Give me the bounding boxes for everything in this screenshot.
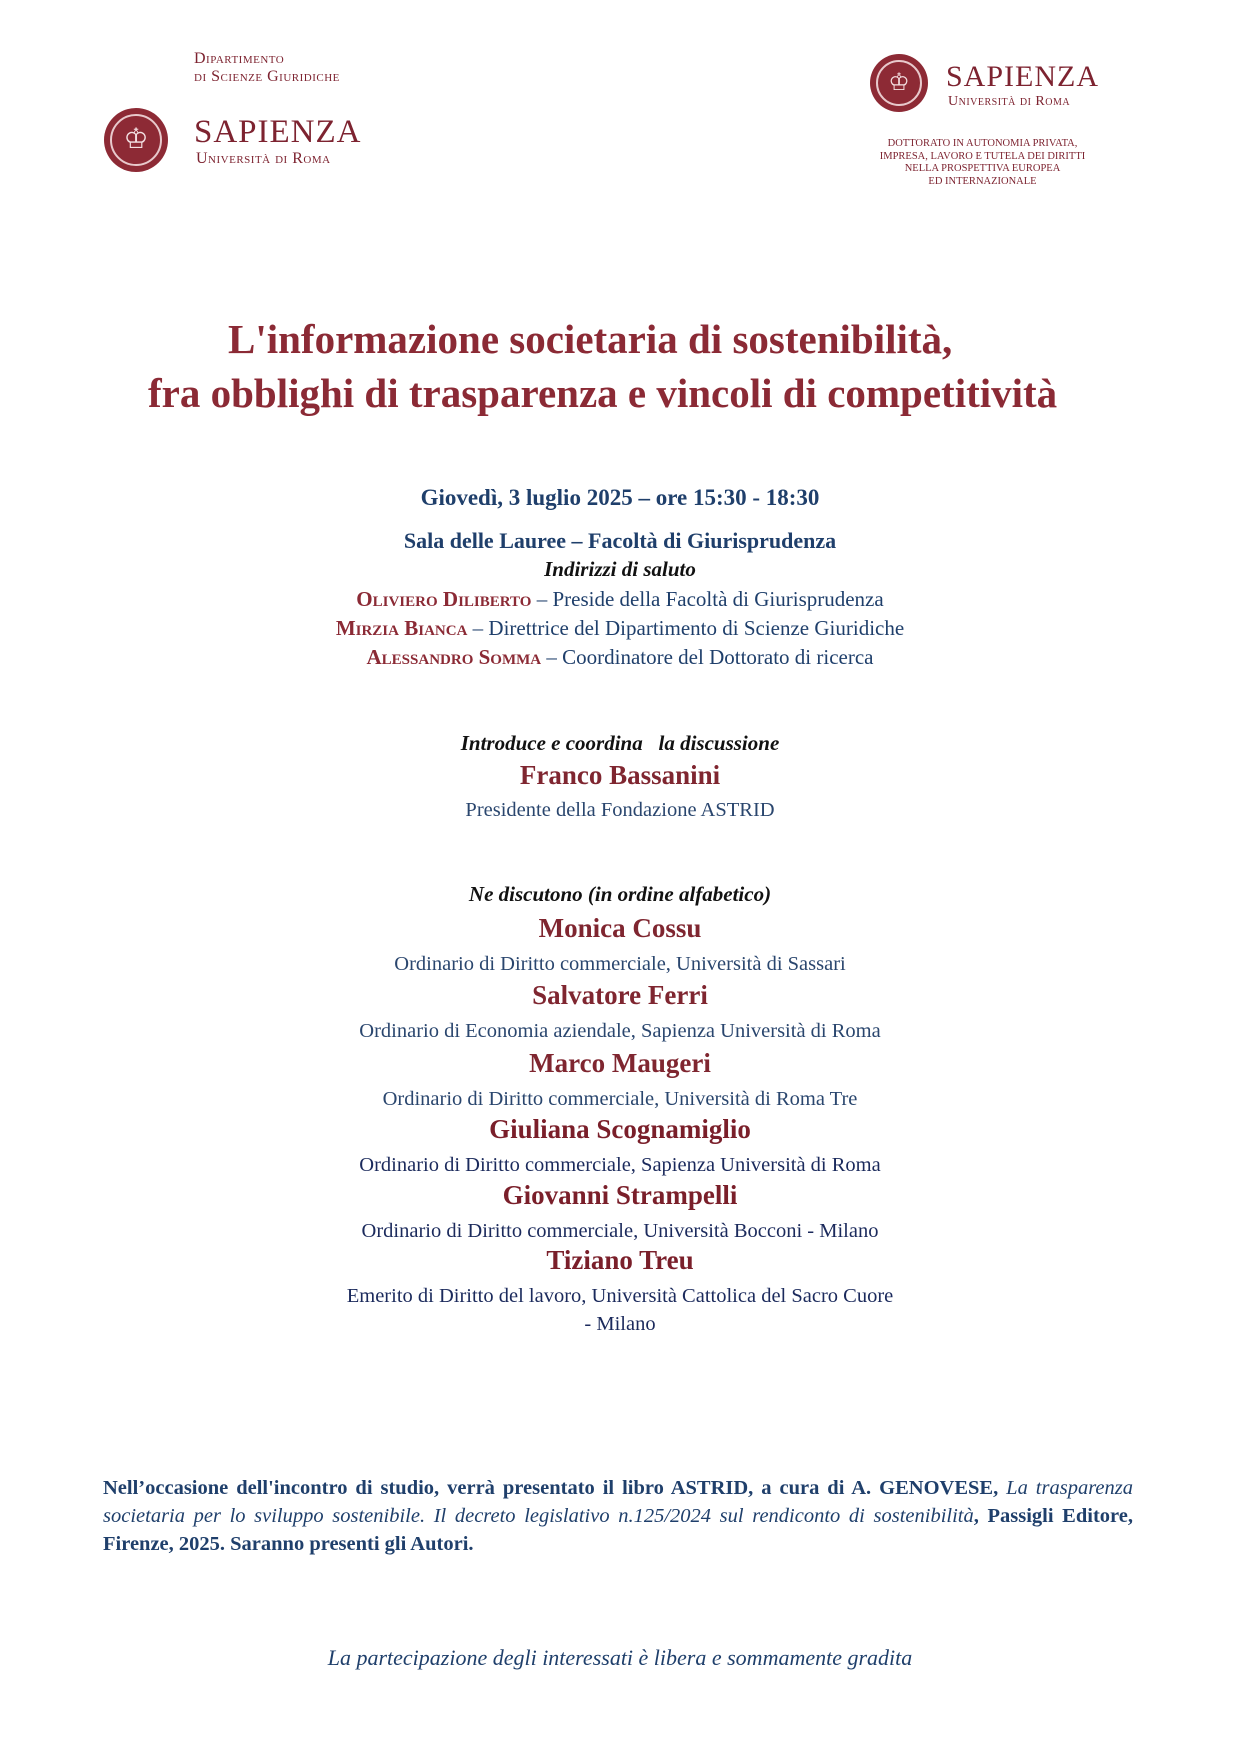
event-venue: Sala delle Lauree – Facoltà di Giurisprudenza	[403, 528, 837, 553]
title-line-1: L'informazione societaria di sostenibilità,	[228, 316, 953, 362]
speaker-role: Ordinario di Diritto commerciale, Università di Sassari	[394, 953, 846, 975]
title-line-2: fra obblighi di trasparenza e vincoli di competitività	[148, 370, 1058, 416]
doctorate-line: NELLA PROSPETTIVA EUROPEA	[904, 163, 1061, 174]
header-left-logo	[104, 50, 404, 180]
sapienza-seal-icon: ♔	[870, 54, 928, 112]
speaker-name: Marco Maugeri	[529, 1048, 711, 1078]
book-presentation-note	[103, 1474, 1133, 1558]
speaker-name: Giovanni Strampelli	[502, 1180, 738, 1210]
greetings-label: Indirizzi di saluto	[544, 557, 696, 581]
sapienza-logo-name: SAPIENZA	[194, 114, 362, 150]
moderator-name: Franco Bassanini	[519, 760, 721, 790]
note-outro: , Passigli Editore, Firenze, 2025. Saranno presenti gli Autori.	[103, 1505, 1133, 1555]
speaker-role: Emerito di Diritto del lavoro, Università Cattolica del Sacro Cuore	[346, 1285, 894, 1307]
note-intro: Nell’occasione dell'incontro di studio, verrà presentato il libro ASTRID, a cura di A. GENOVESE,	[103, 1477, 1007, 1499]
speaker-name: Giuliana Scognamiglio	[489, 1114, 751, 1144]
sapienza-logo-subtitle: Università di Roma	[948, 94, 1071, 109]
greeting-role: – Coordinatore del Dottorato di ricerca	[546, 645, 874, 669]
speaker-role: Ordinario di Economia aziendale, Sapienza Università di Roma	[359, 1020, 881, 1042]
sapienza-logo-subtitle: Università di Roma	[196, 150, 331, 167]
moderator-label: Introduce e coordina la discussione	[460, 731, 780, 755]
speaker-role-continued: - Milano	[584, 1313, 656, 1335]
doctorate-program	[870, 138, 1095, 188]
greeting-name: Mirzia Bianca	[335, 616, 468, 640]
speaker-name: Tiziano Treu	[546, 1245, 694, 1275]
event-date: Giovedì, 3 luglio 2025 – ore 15:30 - 18:30	[420, 485, 820, 510]
header-right-logo	[870, 54, 1110, 194]
greeting-name: Oliviero Diliberto	[356, 587, 532, 611]
doctorate-line: DOTTORATO IN AUTONOMIA PRIVATA,	[887, 138, 1078, 149]
doctorate-line: ED INTERNAZIONALE	[928, 175, 1037, 187]
doctorate-line: IMPRESA, LAVORO E TUTELA DEI DIRITTI	[879, 150, 1086, 162]
greeting-role: – Direttrice del Dipartimento di Scienze Giuridiche	[472, 616, 905, 640]
closing-line: La partecipazione degli interessati è libera e sommamente gradita	[327, 1645, 913, 1670]
greeting-item	[0, 616, 1240, 641]
moderator-role: Presidente della Fondazione ASTRID	[465, 799, 775, 821]
speaker-role: Ordinario di Diritto commerciale, Università di Roma Tre	[382, 1088, 858, 1110]
panel-label: Ne discutono (in ordine alfabetico)	[468, 882, 772, 906]
greeting-item	[0, 645, 1240, 670]
department-line-2: di Scienze Giuridiche	[194, 68, 340, 85]
greeting-name: Alessandro Somma	[366, 645, 542, 669]
sapienza-seal-icon: ♔	[104, 108, 168, 172]
speaker-role: Ordinario di Diritto commerciale, Sapienza Università di Roma	[359, 1154, 881, 1176]
speaker-name: Salvatore Ferri	[532, 980, 708, 1010]
department-line-1: Dipartimento	[194, 50, 285, 67]
greeting-role: – Preside della Facoltà di Giurisprudenza	[536, 587, 884, 611]
sapienza-logo-name: SAPIENZA	[946, 60, 1100, 93]
speaker-role: Ordinario di Diritto commerciale, Università Bocconi - Milano	[361, 1220, 879, 1242]
speaker-name: Monica Cossu	[538, 913, 702, 943]
greeting-item	[0, 587, 1240, 612]
note-book-title: La trasparenza societaria per lo sviluppo sostenibile. Il decreto legislativo n.125/2024 sul rendiconto di sostenibilità	[103, 1477, 1133, 1527]
